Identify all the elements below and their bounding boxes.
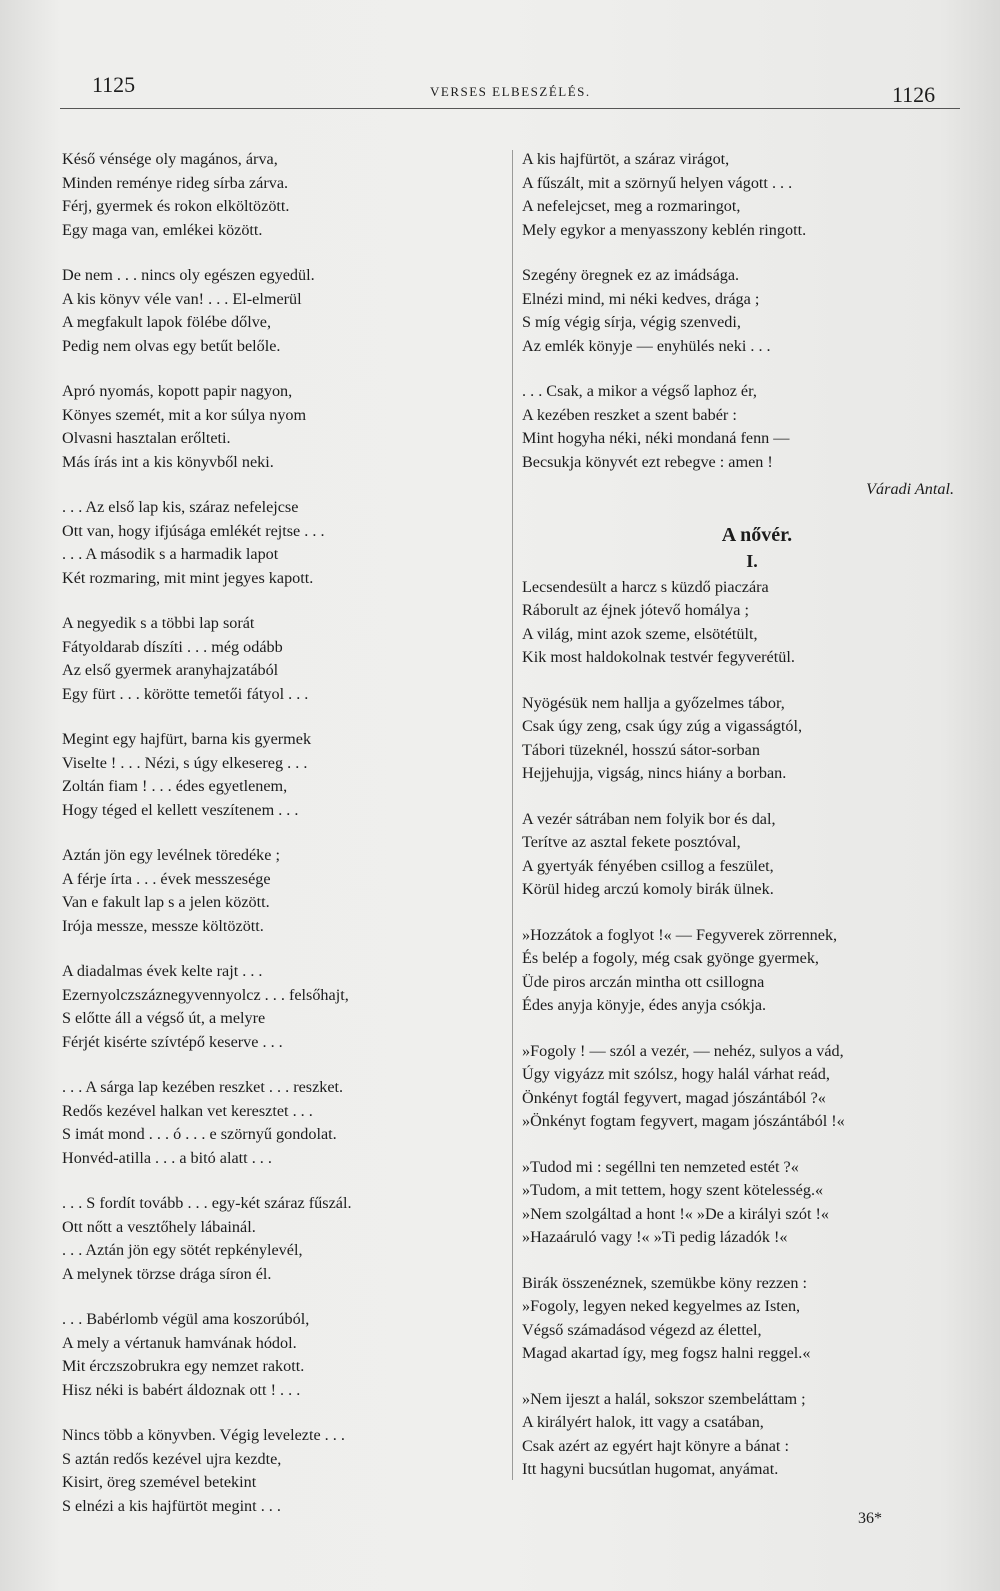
verse-line: Minden reménye rideg sírba zárva.: [62, 173, 289, 192]
verse-line: »Hazaáruló vagy !« »Ti pedig lázadók !«: [522, 1228, 788, 1246]
stanza: [62, 1424, 502, 1518]
verse-line: Édes anyja könyje, édes anyja csókja.: [522, 996, 767, 1014]
verse-line: A melynek törzse drága síron él.: [62, 1264, 272, 1283]
verse-line: Kik most haldokolnak testvér fegyverétül.: [522, 648, 795, 666]
verse-line: De nem . . . nincs oly egészen egyedül.: [62, 266, 315, 284]
stanza: [62, 728, 502, 822]
verse-line: »Önkényt fogtam fegyvert, magam jószántából !«: [522, 1112, 845, 1130]
verse-line: Egy fürt . . . körötte temetői fátyol . . .: [62, 684, 309, 703]
section-numeral: I.: [746, 550, 758, 571]
verse-line: »Fogoly, legyen neked kegyelmes az Isten,: [522, 1297, 801, 1315]
verse-line: Férj, gyermek és rokon elköltözött.: [62, 197, 290, 215]
verse-line: A királyért halok, itt vagy a csatában,: [522, 1413, 764, 1431]
verse-line: Férjét kisérte szívtépő keserve . . .: [62, 1032, 283, 1051]
stanza: [62, 1308, 502, 1402]
verse-line: A kezében reszket a szent babér :: [522, 405, 737, 424]
verse-line: Ott nőtt a vesztőhely lábainál.: [62, 1217, 256, 1236]
verse-line: S előtte áll a végső út, a melyre: [62, 1009, 266, 1027]
verse-line: Egy maga van, emlékei között.: [62, 220, 263, 239]
verse-line: Az emlék könyje — enyhülés neki . . .: [522, 336, 771, 355]
verse-line: Hisz néki is babért áldoznak ott ! . . .: [62, 1380, 301, 1399]
stanza: [62, 380, 502, 474]
stanza: [522, 1388, 962, 1482]
verse-line: Mely egykor a menyasszony keblén ringott.: [522, 220, 807, 239]
verse-line: Irója messze, messze költözött.: [62, 916, 264, 935]
stanza: [522, 1040, 962, 1134]
verse-line: Végső számadásod végezd az élettel,: [522, 1320, 762, 1339]
stanza: [62, 264, 502, 358]
verse-line: S míg végig sírja, végig szenvedi,: [522, 313, 741, 331]
verse-line: Itt hagyni bucsútlan hugomat, anyámat.: [522, 1460, 779, 1478]
verse-line: Van e fakult lap s a jelen között.: [62, 893, 270, 911]
verse-line: Viselte ! . . . Nézi, s úgy elkesereg . . .: [62, 753, 308, 772]
verse-line: Aztán jön egy levélnek töredéke ;: [62, 846, 280, 864]
verse-line: És belép a fogoly, még csak gyönge gyermek,: [522, 949, 819, 967]
verse-line: A fűszált, mit a szörnyű helyen vágott . . .: [522, 173, 793, 192]
stanza: [62, 844, 502, 938]
verse-line: Szegény öregnek ez az imádsága.: [522, 266, 740, 284]
verse-line: »Nem szolgáltad a hont !« »De a királyi szót !«: [522, 1204, 830, 1223]
verse-line: Megint egy hajfürt, barna kis gyermek: [62, 730, 312, 748]
verse-line: Pedig nem olvas egy betűt belőle.: [62, 336, 281, 355]
verse-line: Birák összenéznek, szemükbe köny rezzen :: [522, 1273, 807, 1292]
verse-line: »Nem ijeszt a halál, sokszor szembeláttam ;: [522, 1389, 806, 1408]
verse-line: A nefelejcset, meg a rozmaringot,: [522, 197, 741, 215]
verse-line: Fátyoldarab díszíti . . . még odább: [62, 637, 283, 656]
right-column: [522, 148, 962, 1504]
verse-line: Ráborult az éjnek jótevő homálya ;: [522, 601, 750, 619]
stanza: [522, 1156, 962, 1250]
verse-line: Magad akartad így, meg fogsz halni reggel.«: [522, 1344, 811, 1362]
page-number-left: 1125: [92, 72, 136, 97]
verse-line: A mely a vértanuk hamvának hódol.: [62, 1333, 297, 1352]
verse-line: A vezér sátrában nem folyik bor és dal,: [522, 809, 776, 828]
verse-line: . . . A sárga lap kezében reszket . . . reszket.: [62, 1078, 344, 1096]
header-rule: [60, 108, 960, 109]
verse-line: A kis hajfürtöt, a száraz virágot,: [522, 150, 730, 168]
verse-line: A megfakult lapok fölébe dőlve,: [62, 313, 272, 331]
running-title: VERSES ELBESZÉLÉS.: [430, 84, 591, 99]
verse-line: Lecsendesült a harcz s küzdő piaczára: [522, 577, 769, 596]
verse-line: Más írás int a kis könyvből neki.: [62, 452, 274, 471]
stanza: [62, 960, 502, 1054]
stanza: [62, 1192, 502, 1286]
verse-line: A világ, mint azok szeme, elsötétült,: [522, 624, 758, 643]
verse-line: A gyertyák fényében csillog a feszület,: [522, 856, 774, 875]
stanza: [62, 612, 502, 706]
verse-line: »Fogoly ! — szól a vezér, — nehéz, sulyos a vád,: [522, 1041, 844, 1060]
author-signature: Váradi Antal.: [866, 480, 954, 498]
stanza: [522, 692, 962, 786]
stanza: [522, 148, 962, 242]
stanza: [62, 1076, 502, 1170]
stanza: [522, 808, 962, 902]
verse-line: . . . Babérlomb végül ama koszorúból,: [62, 1310, 310, 1328]
verse-line: A kis könyv véle van! . . . El-elmerül: [62, 289, 302, 308]
new-poem-body: [522, 576, 962, 1482]
verse-line: A férje írta . . . évek messzesége: [62, 869, 271, 888]
stanza: [522, 1272, 962, 1366]
verse-line: Csak azért az egyért hajt könyre a bánat :: [522, 1436, 789, 1455]
verse-line: Úgy vigyázz mit szólsz, hogy halál várhat reád,: [522, 1065, 830, 1083]
verse-line: Nyögésük nem hallja a győzelmes tábor,: [522, 693, 785, 712]
verse-line: . . . A második s a harmadik lapot: [62, 545, 279, 563]
verse-line: S aztán redős kezével ujra kezdte,: [62, 1449, 282, 1468]
verse-line: Csak úgy zeng, csak úgy zúg a vigasságtól,: [522, 717, 803, 735]
verse-line: Az első gyermek aranyhajzatából: [62, 661, 279, 679]
poem-title: A nővér.: [721, 523, 793, 546]
verse-line: Ezernyolczszáznegyvennyolcz . . . felsőhajt,: [62, 985, 349, 1004]
verse-line: S imát mond . . . ó . . . e szörnyű gondolat.: [62, 1125, 337, 1143]
verse-line: »Tudom, a mit tettem, hogy szent kötelesség.«: [522, 1181, 824, 1199]
verse-line: »Tudod mi : segéllni ten nemzeted estét ?«: [522, 1157, 799, 1176]
left-column: [62, 148, 502, 1540]
column-divider: [512, 150, 513, 1480]
stanza: [522, 380, 962, 474]
verse-line: Mit érczszobrukra egy nemzet rakott.: [62, 1357, 305, 1375]
verse-line: Két rozmaring, mit mint jegyes kapott.: [62, 568, 314, 587]
verse-line: Körül hideg arczú komoly birák ülnek.: [522, 880, 774, 898]
verse-line: Honvéd-atilla . . . a bitó alatt . . .: [62, 1148, 272, 1167]
verse-line: . . . Csak, a mikor a végső laphoz ér,: [522, 382, 757, 400]
verse-line: A negyedik s a többi lap sorát: [62, 614, 255, 632]
verse-line: Hogy téged el kellett veszítenem . . .: [62, 800, 299, 819]
verse-line: Hejjehujja, vigság, nincs hiány a borban.: [522, 764, 787, 782]
verse-line: . . . S fordít tovább . . . egy-két száraz fűszál.: [62, 1194, 352, 1212]
verse-line: »Hozzátok a foglyot !« — Fegyverek zörrennek,: [522, 925, 838, 944]
verse-line: Könyes szemét, mit a kor súlya nyom: [62, 405, 307, 424]
verse-line: Késő vénsége oly magános, árva,: [62, 150, 278, 168]
verse-line: . . . Aztán jön egy sötét repkénylevél,: [62, 1241, 303, 1259]
printer-signature-mark: 36*: [858, 1510, 882, 1527]
verse-line: Önkényt fogtál fegyvert, magad jószántából ?«: [522, 1088, 826, 1107]
verse-line: A diadalmas évek kelte rajt . . .: [62, 962, 263, 980]
verse-line: Olvasni hasztalan erőlteti.: [62, 429, 231, 447]
verse-line: Terítve az asztal fekete posztóval,: [522, 833, 741, 851]
stanza: [62, 496, 502, 590]
verse-line: Nincs több a könyvben. Végig levelezte . . .: [62, 1426, 345, 1444]
verse-line: Ott van, hogy ifjúsága emlékét rejtse . . .: [62, 521, 325, 540]
poem-ending: [522, 148, 962, 474]
verse-line: Elnézi mind, mi néki kedves, drága ;: [522, 289, 760, 308]
verse-line: . . . Az első lap kis, száraz nefelejcse: [62, 498, 299, 516]
stanza: [522, 924, 962, 1018]
verse-line: Mint hogyha néki, néki mondaná fenn —: [522, 429, 790, 447]
verse-line: Redős kezével halkan vet keresztet . . .: [62, 1101, 313, 1120]
verse-line: Zoltán fiam ! . . . édes egyetlenem,: [62, 777, 288, 795]
verse-line: S elnézi a kis hajfürtöt megint . . .: [62, 1496, 281, 1515]
verse-line: Apró nyomás, kopott papir nagyon,: [62, 382, 293, 400]
verse-line: Becsukja könyvét ezt rebegve : amen !: [522, 452, 773, 471]
verse-line: Tábori tüzeknél, hosszú sátor-sorban: [522, 740, 760, 759]
stanza: [522, 576, 962, 670]
page-header: [0, 70, 1000, 110]
verse-line: Üde piros arczán mintha ott csillogna: [522, 972, 765, 991]
page-number-right: 1126: [892, 82, 936, 107]
verse-line: Kisirt, öreg szemével betekint: [62, 1473, 257, 1491]
stanza: [522, 264, 962, 358]
stanza: [62, 148, 502, 242]
